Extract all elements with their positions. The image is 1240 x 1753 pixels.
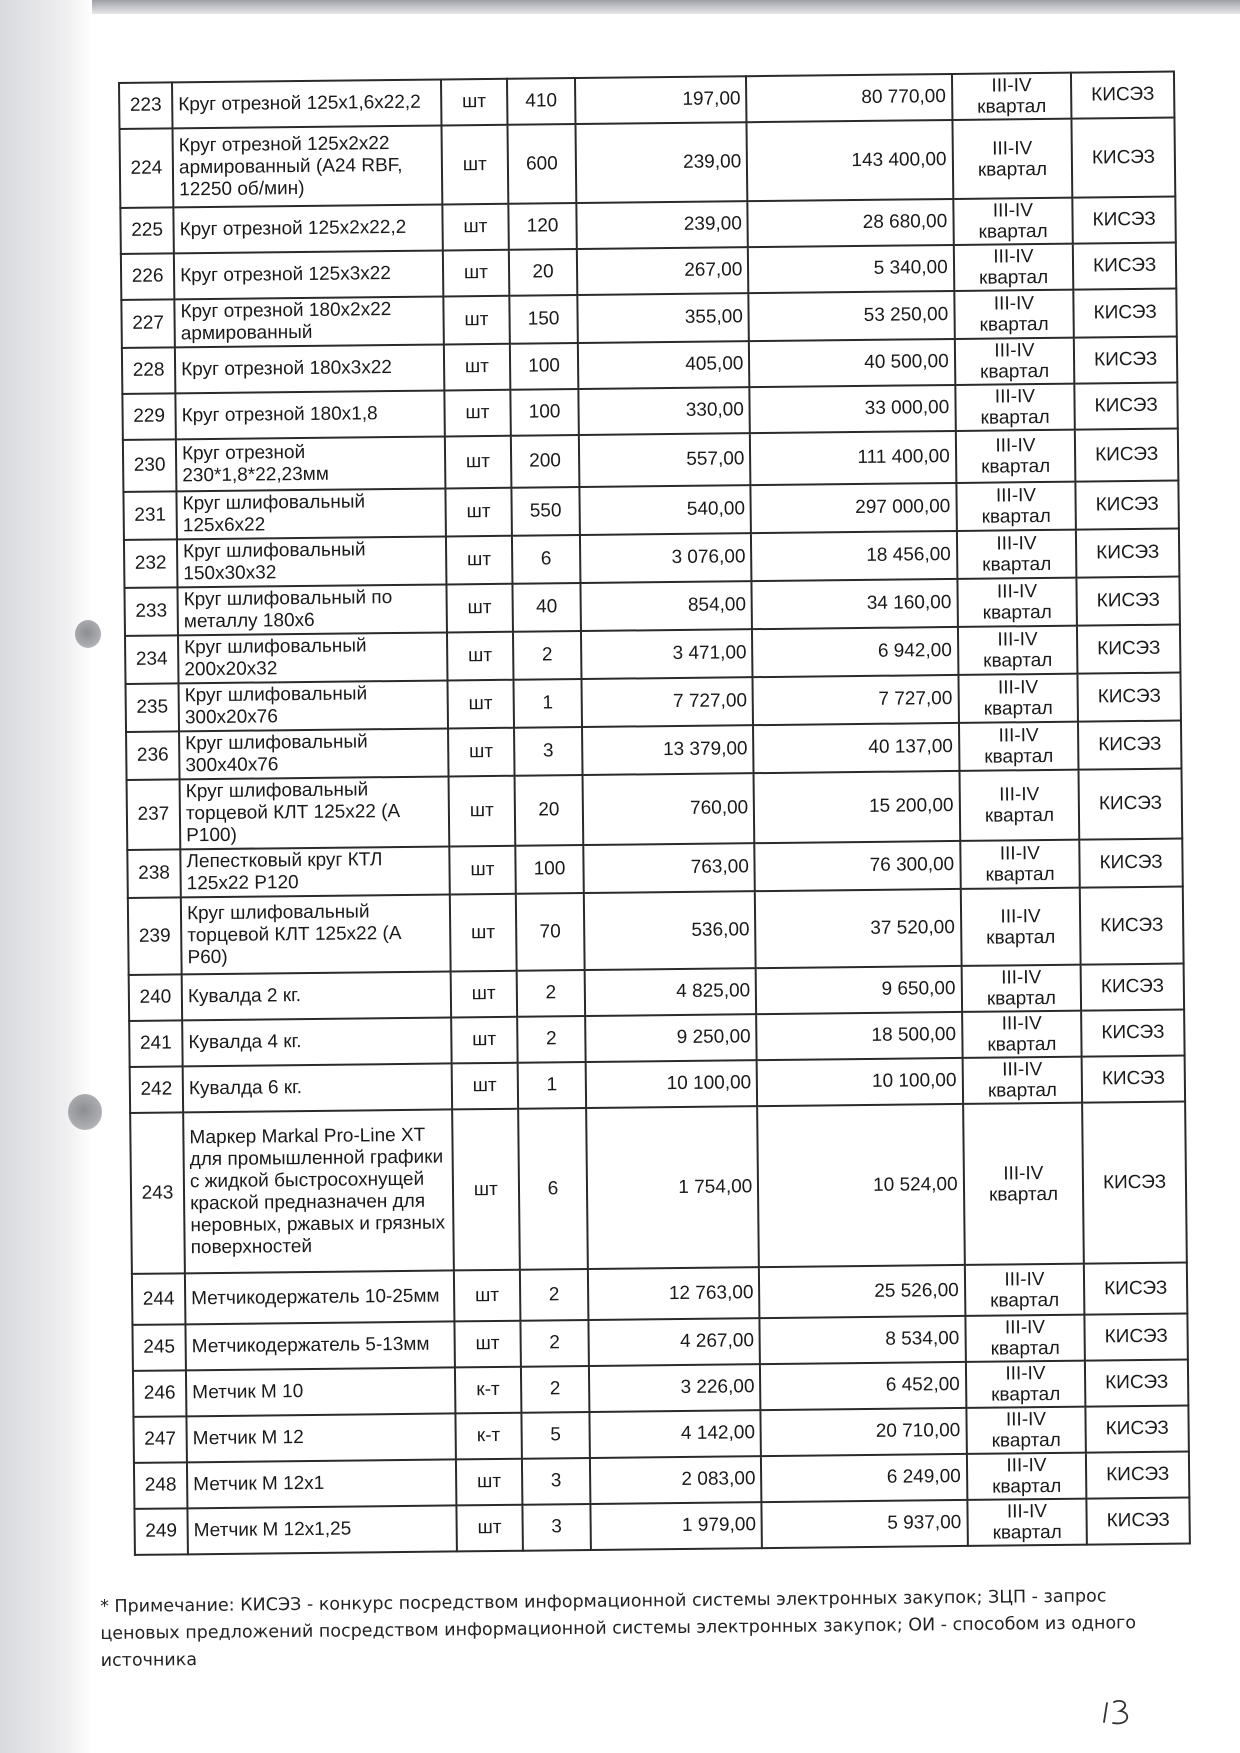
item-price: 2 083,00	[590, 1456, 762, 1504]
item-name: Круг шлифовальный 300х20х76	[179, 680, 448, 731]
punch-hole	[68, 1094, 102, 1130]
item-period: III-IV квартал	[957, 530, 1077, 579]
item-price: 540,00	[579, 485, 751, 535]
item-price: 854,00	[580, 581, 752, 631]
row-number: 248	[134, 1462, 188, 1509]
item-name: Метчикодержатель 5-13мм	[185, 1321, 454, 1370]
item-name: Круг отрезной 125х1,6х22,2	[172, 80, 441, 129]
item-unit: шт	[448, 776, 515, 847]
item-unit: к-т	[455, 1413, 522, 1460]
item-unit: шт	[443, 344, 510, 391]
item-price: 4 825,00	[584, 968, 756, 1016]
item-method: КИСЭЗ	[1072, 118, 1176, 198]
item-price: 760,00	[582, 773, 754, 845]
item-total: 8 534,00	[760, 1316, 966, 1364]
item-period: III-IV квартал	[966, 1407, 1086, 1454]
item-unit: шт	[454, 1321, 521, 1368]
item-name: Кувалда 6 кг.	[183, 1063, 452, 1112]
item-total: 80 770,00	[746, 74, 952, 122]
item-price: 9 250,00	[585, 1014, 757, 1062]
item-name: Метчик М 12х1	[187, 1459, 456, 1508]
item-quantity: 2	[520, 1269, 588, 1321]
item-period: III-IV квартал	[966, 1361, 1086, 1408]
item-period: III-IV квартал	[952, 119, 1072, 199]
row-number: 245	[132, 1324, 186, 1371]
item-method: КИСЭЗ	[1075, 383, 1178, 430]
item-quantity: 3	[522, 1458, 590, 1505]
item-period: III-IV квартал	[953, 244, 1073, 291]
item-name: Круг отрезной 180х1,8	[175, 390, 444, 439]
item-price: 355,00	[577, 293, 749, 343]
item-unit: шт	[445, 536, 512, 585]
item-quantity: 6	[512, 535, 580, 584]
row-number: 243	[130, 1112, 185, 1274]
item-unit: шт	[447, 680, 514, 729]
table-row	[127, 769, 1183, 850]
item-price: 267,00	[577, 247, 749, 295]
item-unit: шт	[456, 1505, 523, 1552]
item-total: 297 000,00	[751, 483, 957, 533]
item-unit: шт	[453, 1270, 520, 1322]
item-quantity: 100	[515, 845, 583, 894]
item-name: Кувалда 4 кг.	[182, 1017, 451, 1066]
items-table	[118, 71, 1191, 1556]
item-total: 40 500,00	[749, 339, 955, 387]
table-row	[130, 1102, 1187, 1274]
item-name: Круг отрезной 125х3х22	[174, 250, 443, 299]
item-method: КИСЭЗ	[1081, 1010, 1184, 1057]
page-number-handwriting	[1100, 1692, 1140, 1732]
item-method: КИСЭЗ	[1085, 1314, 1188, 1361]
item-name: Круг отрезной 180х2х22 армированный	[174, 296, 443, 347]
item-name: Лепестковый круг КТЛ 125х22 Р120	[180, 846, 449, 897]
item-total: 5 340,00	[748, 245, 954, 293]
row-number: 239	[128, 897, 182, 975]
row-number: 236	[126, 731, 180, 780]
item-price: 3 471,00	[581, 629, 753, 679]
item-quantity: 20	[509, 249, 577, 296]
item-period: III-IV квартал	[967, 1453, 1087, 1500]
item-name: Круг шлифовальный 125х6х22	[176, 488, 445, 539]
item-quantity: 100	[510, 343, 578, 390]
item-method: КИСЭЗ	[1082, 1102, 1186, 1264]
item-name: Метчик М 12х1,25	[187, 1505, 456, 1554]
table-row	[128, 887, 1184, 975]
item-unit: шт	[445, 488, 512, 537]
item-method: КИСЭЗ	[1079, 769, 1183, 840]
item-total: 6 452,00	[760, 1362, 966, 1410]
item-price: 536,00	[584, 891, 756, 970]
item-unit: шт	[449, 894, 516, 972]
item-period: III-IV квартал	[957, 578, 1077, 627]
item-method: КИСЭЗ	[1078, 721, 1181, 770]
row-number: 240	[129, 974, 183, 1021]
item-price: 239,00	[576, 201, 748, 249]
item-name: Круг шлифовальный торцевой КЛТ 125х22 (А Р100)	[180, 776, 449, 849]
row-number: 242	[130, 1066, 184, 1113]
item-quantity: 2	[513, 631, 581, 680]
row-number: 244	[132, 1273, 186, 1325]
row-number: 238	[127, 849, 181, 898]
item-total: 76 300,00	[755, 841, 961, 891]
item-method: КИСЭЗ	[1077, 625, 1180, 674]
row-number: 235	[126, 683, 180, 732]
item-price: 3 076,00	[580, 533, 752, 583]
item-method: КИСЭЗ	[1084, 1263, 1187, 1315]
item-method: КИСЭЗ	[1087, 1497, 1190, 1544]
item-price: 12 763,00	[588, 1267, 760, 1320]
item-total: 5 937,00	[762, 1500, 968, 1548]
item-period: III-IV квартал	[953, 198, 1073, 245]
item-unit: шт	[442, 204, 509, 251]
item-period: III-IV квартал	[967, 1499, 1087, 1546]
item-quantity: 2	[517, 970, 585, 1017]
item-unit: шт	[452, 1109, 520, 1271]
item-total: 28 680,00	[748, 199, 954, 247]
item-total: 6 942,00	[752, 627, 958, 677]
item-total: 9 650,00	[756, 966, 962, 1014]
item-total: 37 520,00	[755, 889, 961, 968]
item-unit: шт	[449, 846, 516, 895]
item-period: III-IV квартал	[965, 1264, 1085, 1316]
item-total: 34 160,00	[752, 579, 958, 629]
item-method: КИСЭЗ	[1074, 289, 1177, 338]
item-quantity: 600	[508, 124, 577, 204]
item-quantity: 20	[515, 775, 583, 846]
item-method: КИСЭЗ	[1082, 1056, 1185, 1103]
item-name: Круг отрезной 180х3х22	[175, 344, 444, 393]
item-method: КИСЭЗ	[1085, 1359, 1188, 1406]
item-unit: к-т	[454, 1367, 521, 1414]
item-period: III-IV квартал	[963, 1103, 1084, 1265]
item-period: III-IV квартал	[959, 722, 1079, 771]
item-name: Круг шлифовальный 200х20х32	[178, 632, 447, 683]
item-price: 1 754,00	[586, 1106, 759, 1269]
item-unit: шт	[448, 728, 515, 777]
item-method: КИСЭЗ	[1080, 887, 1184, 965]
item-unit: шт	[444, 436, 511, 489]
item-quantity: 2	[521, 1320, 589, 1367]
item-period: III-IV квартал	[954, 290, 1074, 339]
item-period: III-IV квартал	[961, 965, 1081, 1012]
item-quantity: 5	[522, 1412, 590, 1459]
item-period: III-IV квартал	[958, 674, 1078, 723]
row-number: 223	[119, 82, 173, 129]
item-unit: шт	[451, 1063, 518, 1110]
item-quantity: 2	[521, 1366, 589, 1413]
item-name: Круг отрезной 125х2х22 армированный (А24 RBF, 12250 об/мин)	[173, 126, 442, 208]
item-period: III-IV квартал	[960, 840, 1080, 889]
item-name: Круг шлифовальный 300х40х76	[179, 728, 448, 779]
footnote: * Примечание: КИСЭЗ - конкурс посредством информационной системы электронных закупок; ЗЦП - запрос ценовых предложений посредством информационной системы электронных закупок; ОИ - способом из одного источника	[100, 1586, 1137, 1671]
item-unit: шт	[450, 971, 517, 1018]
item-quantity: 100	[510, 389, 578, 436]
item-total: 6 249,00	[761, 1454, 967, 1502]
item-total: 53 250,00	[749, 291, 955, 341]
row-number: 237	[127, 779, 181, 850]
item-method: КИСЭЗ	[1076, 529, 1179, 578]
item-name: Круг шлифовальный 150х30х32	[177, 536, 446, 587]
item-unit: шт	[444, 390, 511, 437]
item-method: КИСЭЗ	[1086, 1405, 1189, 1452]
item-name: Маркер Markal Pro-Line XT для промышленной графики с жидкой быстросохнущей краской предназначен для неровных, ржавых и грязных поверхностей	[183, 1109, 453, 1273]
item-method: КИСЭЗ	[1071, 72, 1174, 119]
item-unit: шт	[446, 584, 513, 633]
item-method: КИСЭЗ	[1073, 243, 1176, 290]
item-quantity: 550	[512, 487, 580, 536]
item-name: Круг шлифовальный по металлу 180х6	[178, 584, 447, 635]
item-price: 763,00	[583, 843, 755, 893]
item-period: III-IV квартал	[952, 73, 1072, 120]
item-price: 3 226,00	[589, 1364, 761, 1412]
item-quantity: 3	[523, 1504, 591, 1551]
item-name: Круг шлифовальный торцевой КЛТ 125х22 (А Р60)	[181, 894, 450, 974]
item-name: Кувалда 2 кг.	[182, 971, 451, 1020]
item-method: КИСЭЗ	[1086, 1451, 1189, 1498]
item-period: III-IV квартал	[962, 1057, 1082, 1104]
row-number: 230	[123, 439, 177, 492]
item-price: 1 979,00	[590, 1502, 762, 1550]
item-method: КИСЭЗ	[1077, 577, 1180, 626]
item-method: КИСЭЗ	[1076, 481, 1179, 530]
item-price: 10 100,00	[585, 1060, 757, 1108]
item-unit: шт	[451, 1017, 518, 1064]
item-total: 40 137,00	[753, 723, 959, 773]
item-price: 13 379,00	[582, 725, 754, 775]
row-number: 226	[121, 253, 175, 300]
item-period: III-IV квартал	[955, 430, 1075, 483]
item-total: 111 400,00	[750, 431, 956, 485]
item-total: 20 710,00	[761, 1408, 967, 1456]
row-number: 233	[124, 587, 178, 636]
item-unit: шт	[447, 632, 514, 681]
item-quantity: 6	[518, 1108, 587, 1270]
item-price: 330,00	[578, 387, 750, 435]
row-number: 228	[122, 347, 176, 394]
item-method: КИСЭЗ	[1081, 964, 1184, 1011]
row-number: 234	[125, 635, 179, 684]
item-price: 557,00	[579, 433, 751, 487]
row-number: 229	[122, 393, 176, 440]
item-quantity: 410	[507, 78, 575, 125]
row-number: 249	[134, 1508, 188, 1555]
row-number: 241	[129, 1020, 183, 1067]
item-price: 4 267,00	[588, 1318, 760, 1366]
row-number: 231	[123, 491, 177, 540]
row-number: 247	[133, 1416, 187, 1463]
scan-top-edge	[0, 0, 1240, 14]
document-page	[118, 71, 1196, 1556]
item-quantity: 150	[509, 295, 577, 344]
scan-left-edge	[0, 0, 92, 1753]
item-unit: шт	[455, 1459, 522, 1506]
row-number: 227	[121, 299, 175, 348]
item-quantity: 200	[511, 435, 579, 488]
item-method: КИСЭЗ	[1080, 839, 1183, 888]
table-row	[120, 118, 1176, 208]
item-period: III-IV квартал	[959, 770, 1079, 841]
item-unit: шт	[441, 125, 508, 205]
item-period: III-IV квартал	[965, 1315, 1085, 1362]
item-price: 239,00	[575, 122, 747, 203]
item-period: III-IV квартал	[960, 888, 1080, 966]
row-number: 232	[124, 539, 178, 588]
item-name: Круг отрезной 125х2х22,2	[173, 205, 442, 254]
item-total: 10 524,00	[757, 1104, 964, 1267]
item-quantity: 120	[508, 203, 576, 250]
row-number: 225	[120, 207, 174, 254]
item-name: Круг отрезной 230*1,8*22,23мм	[176, 436, 445, 491]
item-period: III-IV квартал	[962, 1011, 1082, 1058]
row-number: 224	[120, 128, 174, 208]
item-total: 18 500,00	[756, 1012, 962, 1060]
item-period: III-IV квартал	[956, 482, 1076, 531]
item-total: 7 727,00	[753, 675, 959, 725]
item-total: 25 526,00	[759, 1265, 965, 1318]
item-unit: шт	[441, 79, 508, 126]
row-number: 246	[133, 1370, 187, 1417]
punch-hole	[75, 620, 101, 648]
item-method: КИСЭЗ	[1075, 429, 1178, 482]
item-name: Метчикодержатель 10-25мм	[185, 1270, 454, 1324]
item-name: Метчик М 10	[186, 1367, 455, 1416]
item-quantity: 40	[513, 583, 581, 632]
item-quantity: 3	[514, 727, 582, 776]
item-method: КИСЭЗ	[1073, 197, 1176, 244]
item-total: 10 100,00	[757, 1058, 963, 1106]
item-total: 15 200,00	[754, 771, 960, 843]
item-unit: шт	[442, 250, 509, 297]
item-name: Метчик М 12	[186, 1413, 455, 1462]
item-price: 7 727,00	[581, 677, 753, 727]
item-quantity: 1	[518, 1062, 586, 1109]
handwritten-page-number	[1100, 1692, 1140, 1732]
item-period: III-IV квартал	[958, 626, 1078, 675]
item-quantity: 1	[514, 679, 582, 728]
item-period: III-IV квартал	[954, 338, 1074, 385]
item-price: 405,00	[578, 341, 750, 389]
item-total: 18 456,00	[751, 531, 957, 581]
item-total: 143 400,00	[747, 120, 953, 201]
item-method: КИСЭЗ	[1078, 673, 1181, 722]
item-period: III-IV квартал	[955, 384, 1075, 431]
item-method: КИСЭЗ	[1074, 337, 1177, 384]
item-price: 197,00	[575, 76, 747, 124]
items-table-body	[119, 72, 1190, 1555]
item-quantity: 2	[517, 1016, 585, 1063]
item-quantity: 70	[516, 893, 585, 971]
item-price: 4 142,00	[589, 1410, 761, 1458]
item-total: 33 000,00	[750, 385, 956, 433]
item-unit: шт	[443, 296, 510, 345]
